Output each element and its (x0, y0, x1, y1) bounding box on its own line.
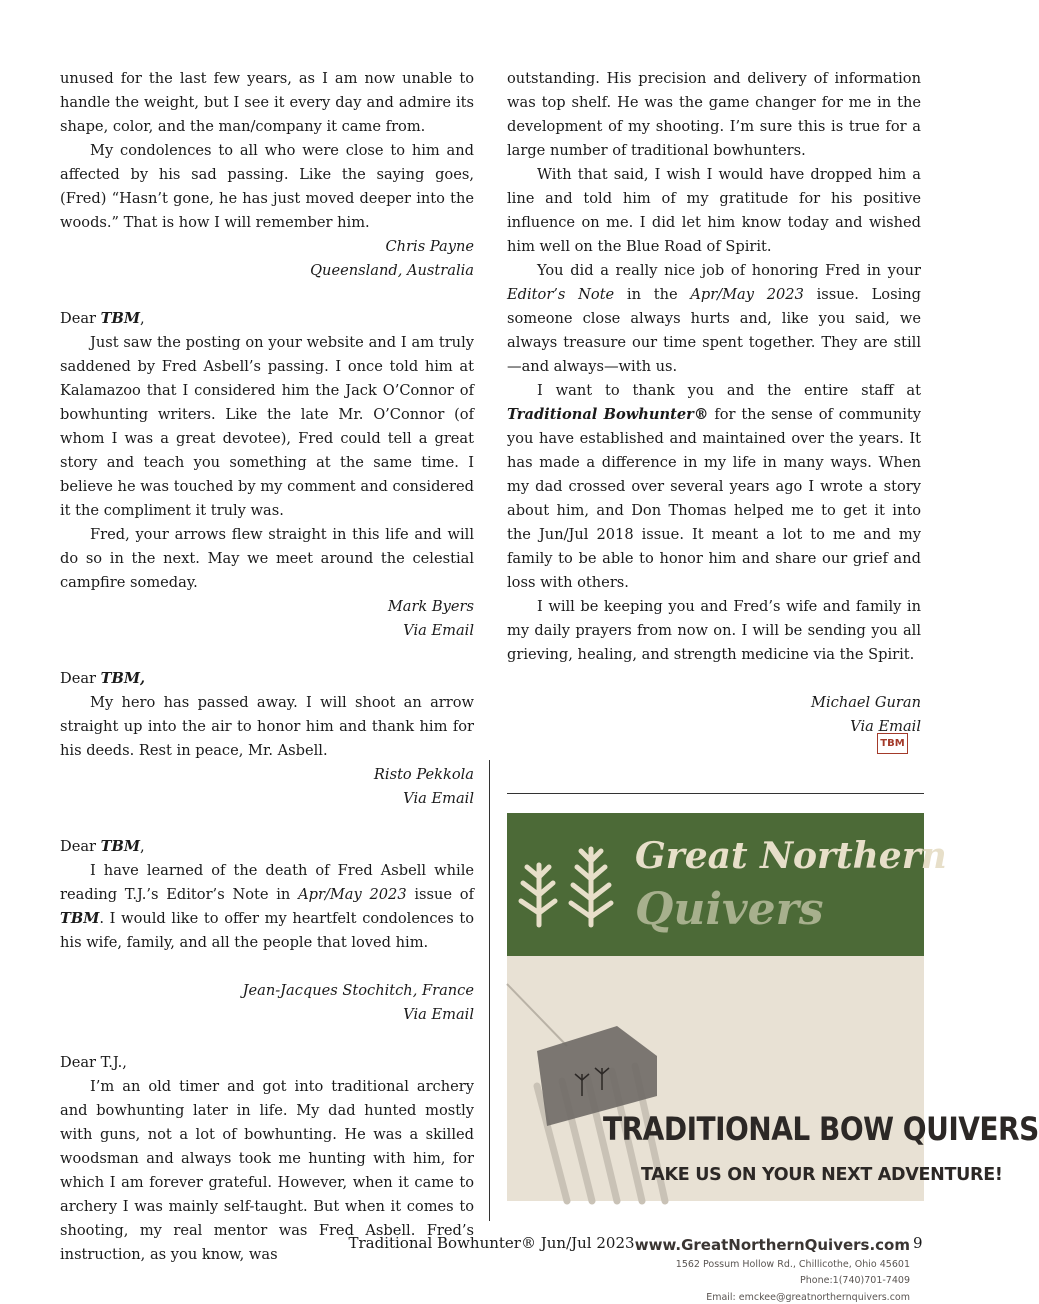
signature-location: Via Email (850, 718, 921, 735)
letter-paragraph: Fred, your arrows flew straight in this life and will do so in the next. May we meet around the celestial campfire someday. (60, 526, 474, 591)
signature-location: Queensland, Australia (310, 262, 474, 279)
quiver-advertisement[interactable] (507, 813, 1039, 1303)
letter-paragraph: My hero has passed away. I will shoot an arrow straight up into the air to honor him and thank him for his deeds. Rest in peace, Mr. Asbell. (60, 694, 474, 759)
ad-tagline: TAKE US ON YOUR NEXT ADVENTURE! (641, 1165, 1003, 1185)
page-number: 9 (913, 1234, 923, 1252)
right-column (507, 67, 921, 739)
letter-paragraph: I have learned of the death of Fred Asbell while reading T.J.’s Editor’s Note in Apr/May 2023 issue of TBM. I would like to offer my heartfelt condolences to his wife, family, and all the people that loved him. (60, 862, 474, 951)
signature-name: Mark Byers (387, 598, 474, 615)
letter-paragraph: Just saw the posting on your website and I am truly saddened by Fred Asbell’s passing. I once told him at Kalamazoo that I considered him the Jack O’Connor of bowhunting writers. Like the late Mr. O’Connor (of whom I was a great devotee), Fred could tell a great story and teach you something at the same time. I believe he was touched by my comment and considered it the compliment it truly was. (60, 334, 474, 519)
ad-phone: Phone:1(740)701-7409 (800, 1275, 910, 1286)
ad-email: Email: emckee@greatnorthernquivers.com (706, 1292, 910, 1303)
pine-trees-icon (507, 813, 627, 956)
letter-paragraph: With that said, I wish I would have dropped him a line and told him of my gratitude for his positive influence on me. I did let him know today and wished him well on the Blue Road of Spirit. (507, 166, 921, 255)
signature-location: Via Email (403, 1006, 474, 1023)
ad-website-link[interactable]: www.GreatNorthernQuivers.com (634, 1236, 910, 1254)
signature-location: Via Email (403, 790, 474, 807)
ad-brand-line2: Quivers (635, 884, 824, 935)
salutation: Dear TBM, (60, 838, 145, 855)
ad-address: 1562 Possum Hollow Rd., Chillicothe, Ohio 45601 (675, 1259, 910, 1270)
ad-brand-line1: Great Northern (635, 835, 947, 877)
letter-paragraph: I want to thank you and the entire staff at Traditional Bowhunter® for the sense of community you have established and maintained over the years. It has made a difference in my life in many ways. When my dad crossed over several years ago I wrote a story about him, and Don Thomas helped me to get it into the Jun/Jul 2018 issue. It meant a lot to me and my family to be able to honor him and share our grief and loss with others. (507, 382, 921, 591)
ad-headline: TRADITIONAL BOW QUIVERS (603, 1110, 1039, 1148)
salutation: Dear TBM, (60, 670, 146, 687)
letter-paragraph: unused for the last few years, as I am now unable to handle the weight, but I see it every day and admire its shape, color, and the man/company it came from. (60, 70, 474, 135)
signature-name: Risto Pekkola (373, 766, 474, 783)
footer-publication-title: Traditional Bowhunter® Jun/Jul 2023 (348, 1234, 635, 1252)
letter-paragraph: I will be keeping you and Fred’s wife and family in my daily prayers from now on. I will be sending you all grieving, healing, and strength medicine via the Spirit. (507, 598, 921, 663)
letter-paragraph: You did a really nice job of honoring Fred in your Editor’s Note in the Apr/May 2023 issue. Losing someone close always hurts and, like you said, we always treasure our time spent together. They are still—and always—with us. (507, 262, 921, 375)
salutation: Dear T.J., (60, 1054, 127, 1071)
ad-brand-banner (507, 813, 947, 956)
signature-name: Michael Guran (811, 694, 921, 711)
tbm-end-logo: TBM (877, 733, 908, 754)
letter-paragraph: outstanding. His precision and delivery of information was top shelf. He was the game changer for me in the development of my shooting. I’m sure this is true for a large number of traditional bowhunters. (507, 70, 921, 159)
signature-name: Jean-Jacques Stochitch, France (242, 982, 474, 999)
letter-paragraph: I’m an old timer and got into traditional archery and bowhunting later in life. My dad hunted mostly with guns, not a lot of bowhunting. He was a skilled woodsman and always took me hunting with him, for which I am forever grateful. However, when it came to archery I was mainly self-taught. But when it comes to shooting, my real mentor was Fred Asbell. Fred’s instruction, as you know, was (60, 1078, 474, 1263)
signature-name: Chris Payne (385, 238, 474, 255)
letter-paragraph: My condolences to all who were close to him and affected by his sad passing. Like the saying goes, (Fred) “Hasn’t gone, he has just moved deeper into the woods.” That is how I will remember him. (60, 142, 474, 231)
left-column (60, 67, 474, 1267)
salutation: Dear TBM, (60, 310, 145, 327)
signature-location: Via Email (403, 622, 474, 639)
ad-body (507, 956, 1039, 1303)
column-divider (489, 760, 490, 1221)
horizontal-divider (507, 793, 924, 794)
